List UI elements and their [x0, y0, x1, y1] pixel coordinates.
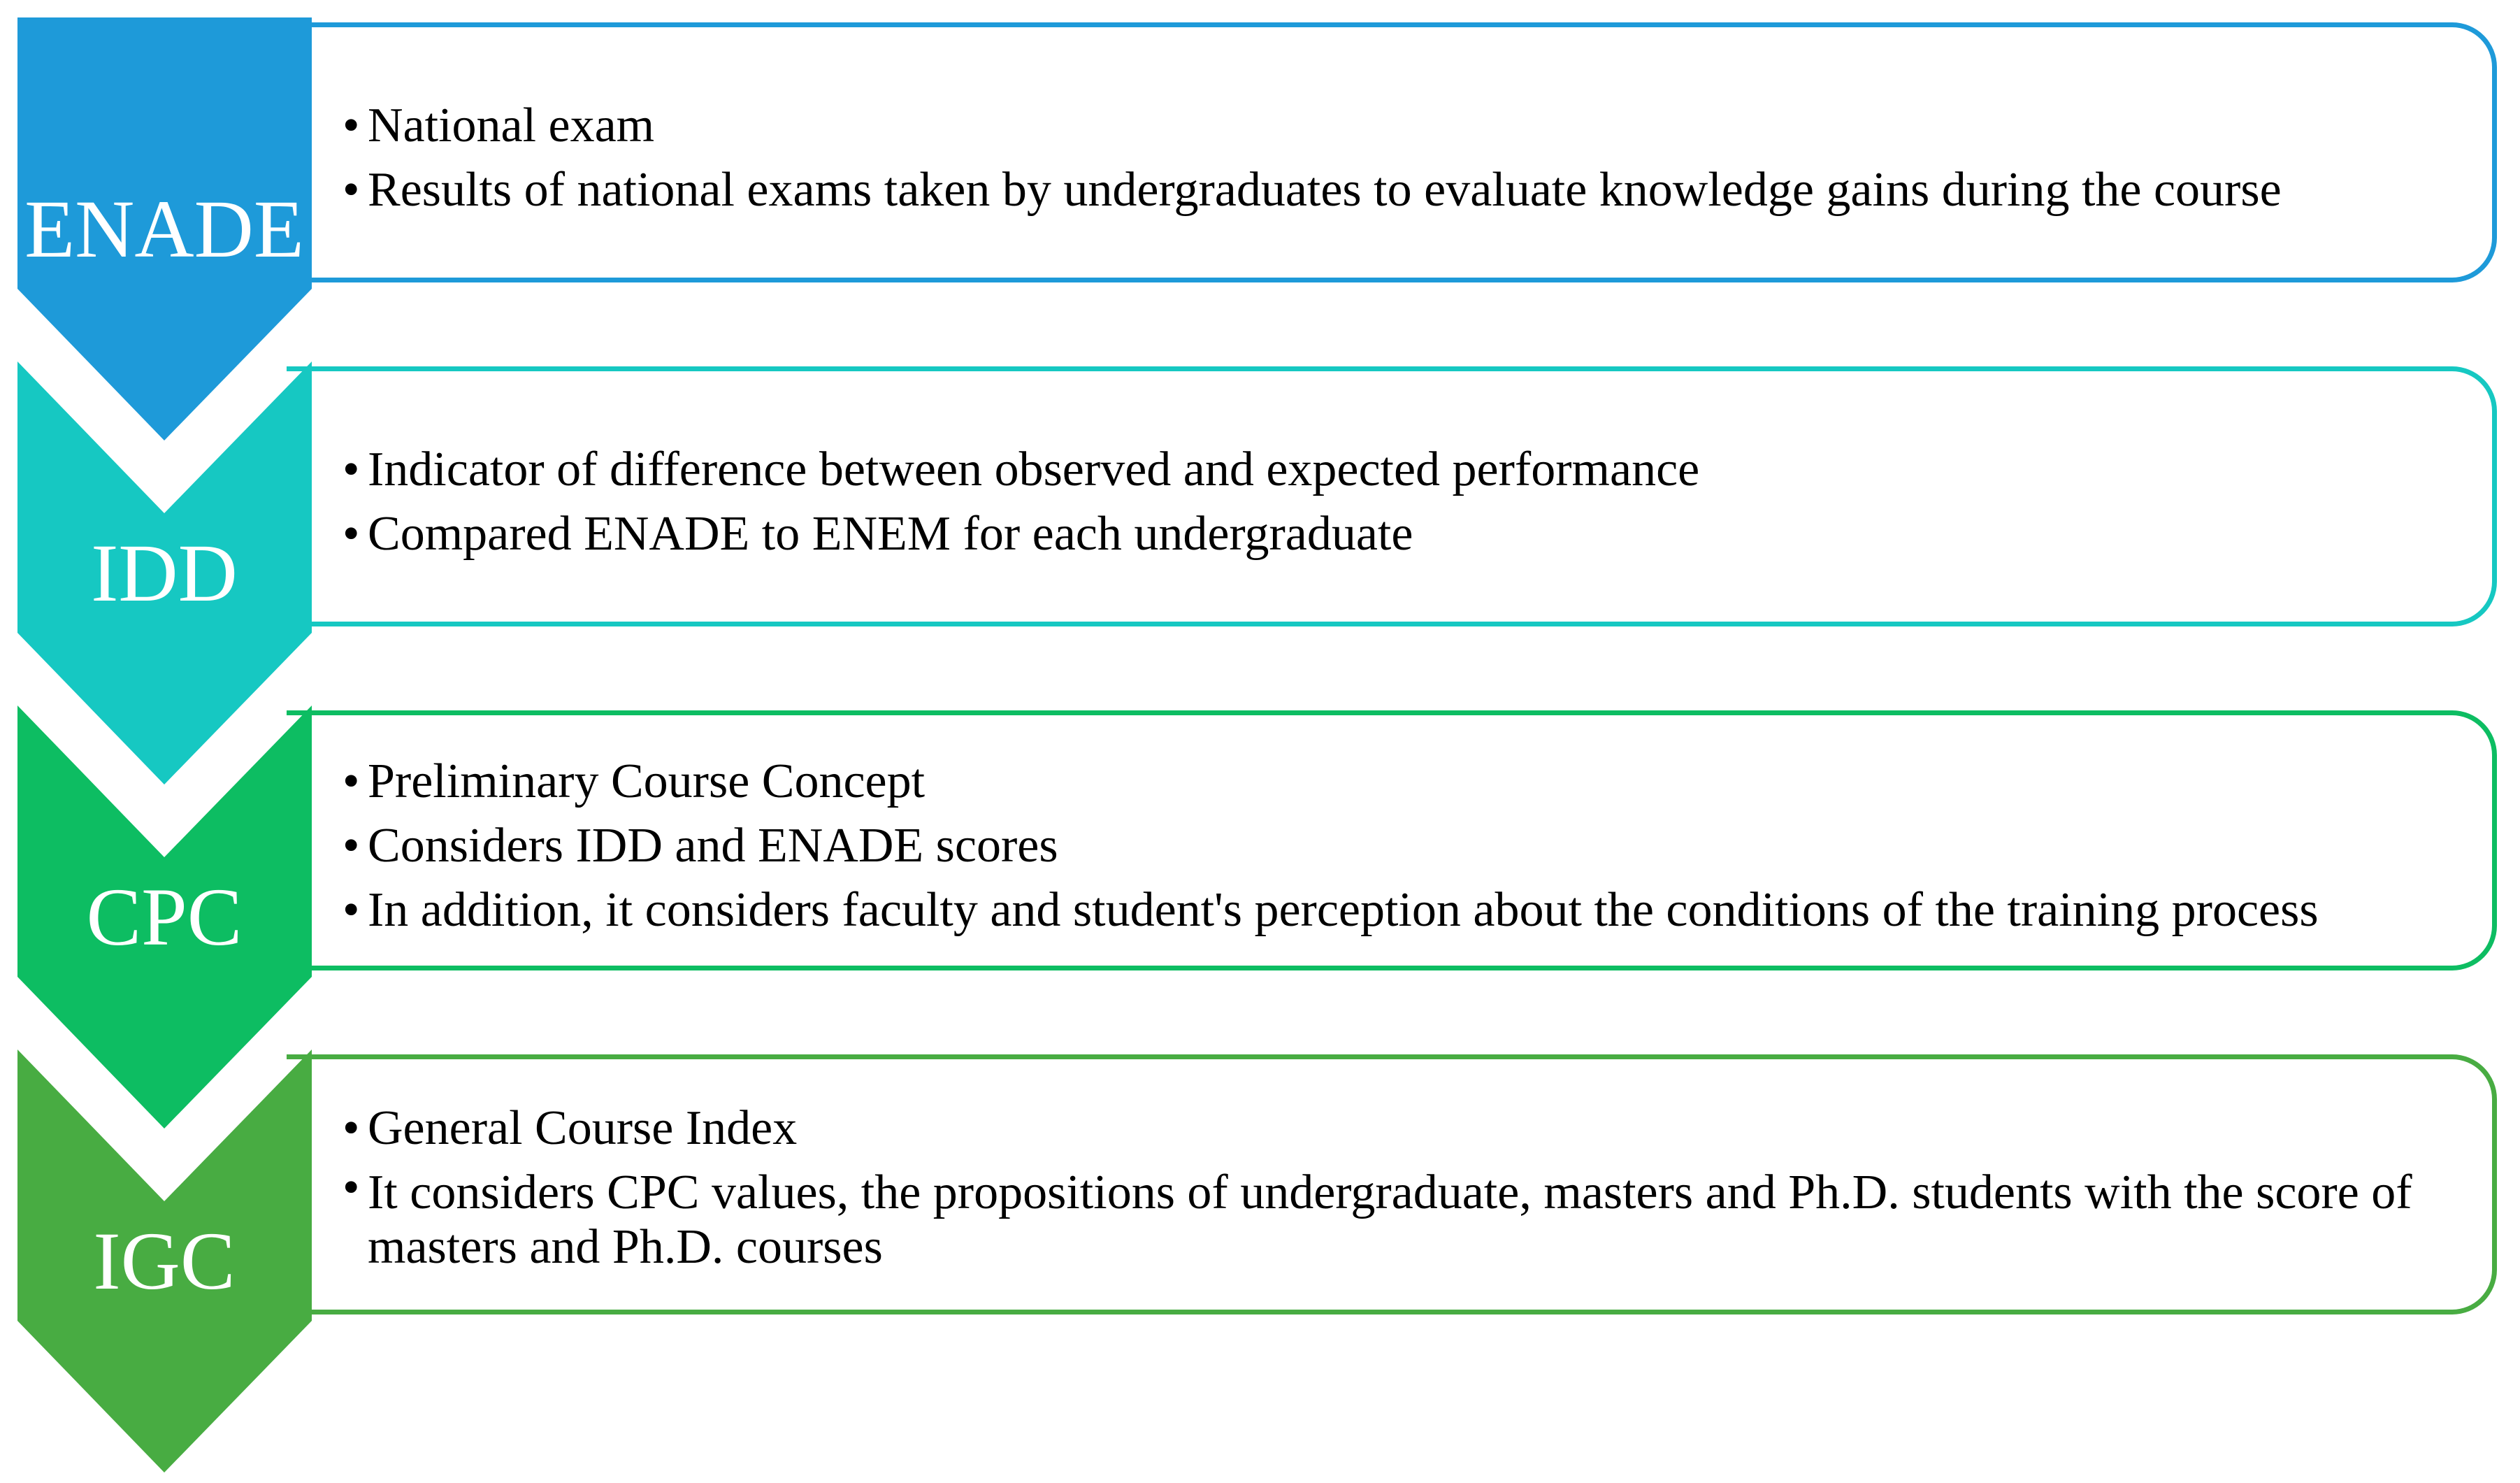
- bullet-item: • It considers CPC values, the propositions of undergraduate, masters and Ph.D. students with the score of masters and Ph.D. courses: [343, 1161, 2468, 1275]
- step-label-igc: IGC: [93, 1215, 236, 1307]
- bullet-item: • Results of national exams taken by undergraduates to evaluate knowledge gains during the course: [343, 158, 2468, 222]
- bullet-item: • Preliminary Course Concept: [343, 750, 2468, 814]
- bullet-item: • In addition, it considers faculty and student's perception about the conditions of the training process: [343, 878, 2468, 943]
- bullet-item: • Indicator of difference between observed and expected performance: [343, 438, 2468, 502]
- bullet-item: • General Course Index: [343, 1096, 2468, 1161]
- bullet-item: • Considers IDD and ENADE scores: [343, 814, 2468, 878]
- bullet-item: • Compared ENADE to ENEM for each undergraduate: [343, 502, 2468, 566]
- bullet-item: • National exam: [343, 94, 2468, 158]
- step-bullets-idd: [343, 438, 2468, 566]
- step-bullets-igc: [343, 1096, 2468, 1275]
- step-label-cpc: CPC: [86, 871, 243, 963]
- step-bullets-cpc: [343, 750, 2468, 943]
- step-bullets-enade: [343, 94, 2468, 222]
- step-label-idd: IDD: [91, 527, 238, 619]
- step-label-enade: ENADE: [24, 183, 304, 275]
